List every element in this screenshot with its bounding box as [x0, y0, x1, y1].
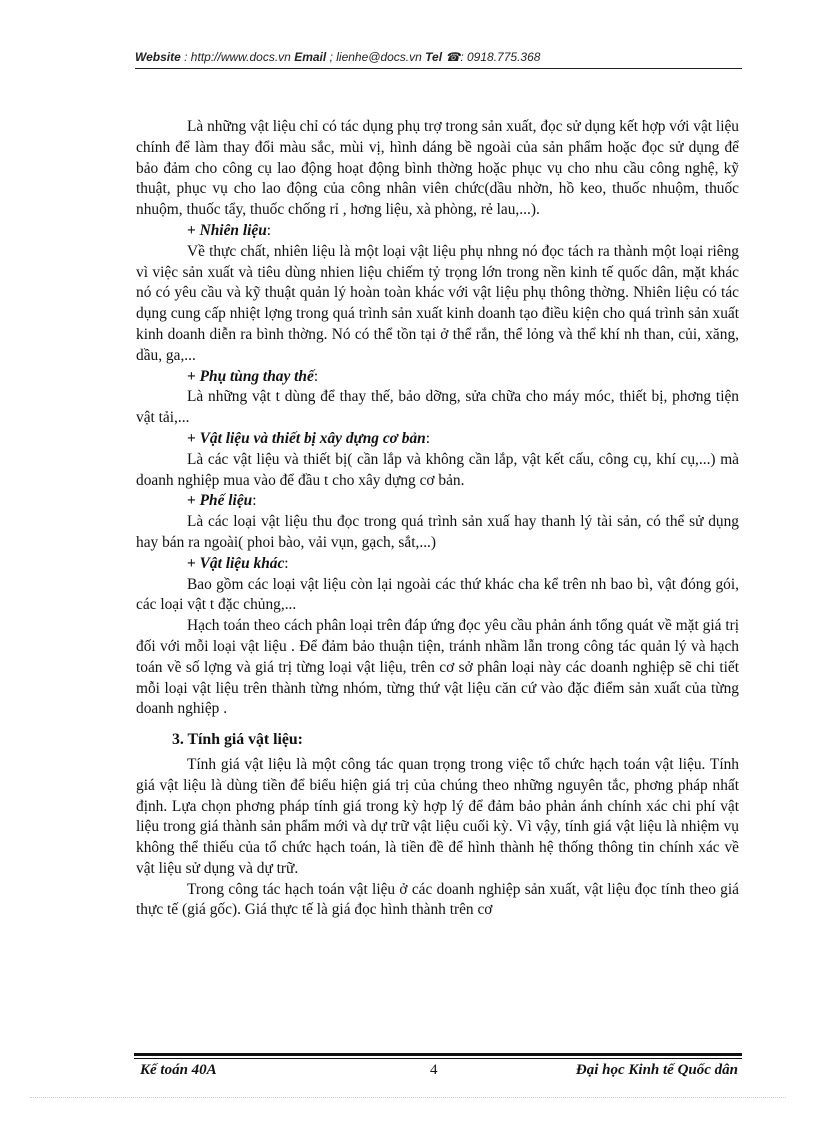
page-footer [140, 1062, 738, 1084]
heading-bullet: + [187, 554, 200, 572]
heading-colon: : [252, 492, 257, 510]
paragraph-vat-lieu-khac: Bao gồm các loại vật liệu còn lại ngoài các thứ khác cha kể trên nh bao bì, vật đóng gói, các loại vật t đặc chủng,... [136, 575, 739, 614]
footer-right: Đại học Kinh tế Quốc dân [575, 1062, 738, 1078]
paragraph-tinh-gia: Tính giá vật liệu là một công tác quan trọng trong việc tổ chức hạch toán vật liệu. Tính giá vật liệu là dùng tiền để biểu hiện giá trị của chúng theo những nguyên tắc, phơng pháp nhất định. Lựa chọn phơng pháp tính giá trong kỳ hợp lý để đảm bảo phản ánh chính xác chi phí vật liệu trong giá thành sản phẩm mới và dự trữ vật liệu cuối kỳ. Vì vậy, tính giá vật liệu là nhiệm vụ không thể thiếu của tổ chức hạch toán, là tiền đề để hình thành hệ thống thông tin chính xác về vật liệu sử dụng và dự trữ. [136, 755, 739, 877]
paragraph-hach-toan: Hạch toán theo cách phân loại trên đáp ứng đọc yêu cầu phản ánh tổng quát về mặt giá trị đối với mỗi loại vật liệu . Để đảm bảo thuận tiện, tránh nhầm lẫn trong công tác quản lý và hạch toán về số lợng và giá trị từng loại vật liệu, trên cơ sở phân loại này các doanh nghiệp sẽ chi tiết mỗi loại vật liệu trên thành từng nhóm, từng thứ vật liệu căn cứ vào đặc điểm sản xuất của từng doanh nghiệp . [136, 617, 739, 718]
heading-bullet: + [187, 221, 200, 239]
heading-colon: : [425, 429, 431, 447]
email-value: ; lienhe@docs.vn [329, 50, 422, 64]
page-number: 4 [430, 1062, 438, 1078]
heading-bullet: + [187, 367, 200, 385]
paragraph-phu-tro: Là những vật liệu chỉ có tác dụng phụ trợ trong sản xuất, đọc sử dụng kết hợp với vật liệu chính để làm thay đổi màu sắc, mùi vị, hình dáng bề ngoài của sản phẩm hoặc đọc sử dụng để bảo đảm cho công cụ lao động hoạt động bình thờng hoặc phục vụ cho nhu cầu công nghệ, kỹ thuật, phục vụ cho lao động của công nhân viên chức(dầu nhờn, hồ keo, thuốc nhuộm, thuốc nhuộm, thuốc tẩy, thuốc chống rỉ , hơng liệu, xà phòng, rẻ lau,...). [136, 118, 739, 219]
header-divider [135, 68, 742, 69]
paragraph-xay-dung: Là các vật liệu và thiết bị( cần lắp và không cần lắp, vật kết cấu, công cụ, khí cụ,...) mà doanh nghiệp mua vào để đầu t cho xây dựng cơ bản. [136, 450, 739, 489]
paragraph-cong-tac: Trong công tác hạch toán vật liệu ở các doanh nghiệp sản xuất, vật liệu đọc tính theo giá thực tế (giá gốc). Giá thực tế là giá đọc hình thành trên cơ [136, 880, 739, 919]
heading-vat-lieu-khac [136, 554, 739, 575]
document-body [136, 117, 739, 921]
heading-text: Phụ tùng thay thế [199, 367, 314, 385]
page-header [135, 50, 745, 64]
footer-divider-thick [134, 1053, 742, 1056]
website-value: : http://www.docs.vn [184, 50, 291, 64]
heading-phe-lieu [136, 491, 739, 512]
heading-colon: : [266, 221, 272, 239]
heading-text: Phế liệu [199, 492, 253, 510]
tel-value: : 0918.775.368 [460, 50, 541, 64]
footer-divider-thin [134, 1058, 742, 1059]
heading-colon: : [284, 554, 289, 572]
phone-icon: ☎ [445, 50, 461, 64]
heading-nhien-lieu [136, 221, 739, 242]
heading-text: Vật liệu và thiết bị xây dựng cơ bản [199, 429, 426, 447]
section-title-tinh-gia: 3. Tính giá vật liệu: [172, 731, 303, 749]
heading-bullet: + [187, 492, 200, 510]
heading-xay-dung [136, 429, 739, 450]
heading-text: Vật liệu khác [199, 554, 285, 572]
tel-label: Tel [425, 50, 443, 64]
paragraph-nhien-lieu: Về thực chất, nhiên liệu là một loại vật liệu phụ nhng nó đọc tách ra thành một loại riêng vì việc sản xuất và tiêu dùng nhien liệu chiếm tỷ trọng lớn trong nền kinh tế quốc dân, mặt khác nó có yêu cầu và kỹ thuật quản lý hoàn toàn khác với vật liệu phụ thông thờng. Nhiên liệu có tác dụng cung cấp nhiệt lợng trong quá trình sản xuất kinh doanh tạo điều kiện cho quá trình sản xuất kinh doanh diễn ra bình thờng. Nó có thể tồn tại ở thể rắn, thể lỏng và thể khí nh than, củi, xăng, dầu, ga,... [136, 242, 739, 364]
paragraph-phu-tung: Là những vật t dùng để thay thế, bảo dỡng, sửa chữa cho máy móc, thiết bị, phơng tiện vật tải,... [136, 388, 739, 427]
heading-text: Nhiên liệu [199, 221, 267, 239]
footer-left: Kế toán 40A [140, 1062, 217, 1078]
website-label: Website [135, 50, 181, 64]
page-bottom-edge [30, 1097, 786, 1098]
paragraph-phe-lieu: Là các loại vật liệu thu đọc trong quá trình sản xuấ hay thanh lý tài sản, có thể sử dụng hay bán ra ngoài( phoi bào, vải vụn, gạch, sắt,...) [136, 513, 739, 551]
heading-bullet: + [187, 429, 200, 447]
heading-colon: : [313, 367, 319, 385]
email-label: Email [294, 50, 327, 64]
heading-phu-tung [136, 367, 739, 388]
